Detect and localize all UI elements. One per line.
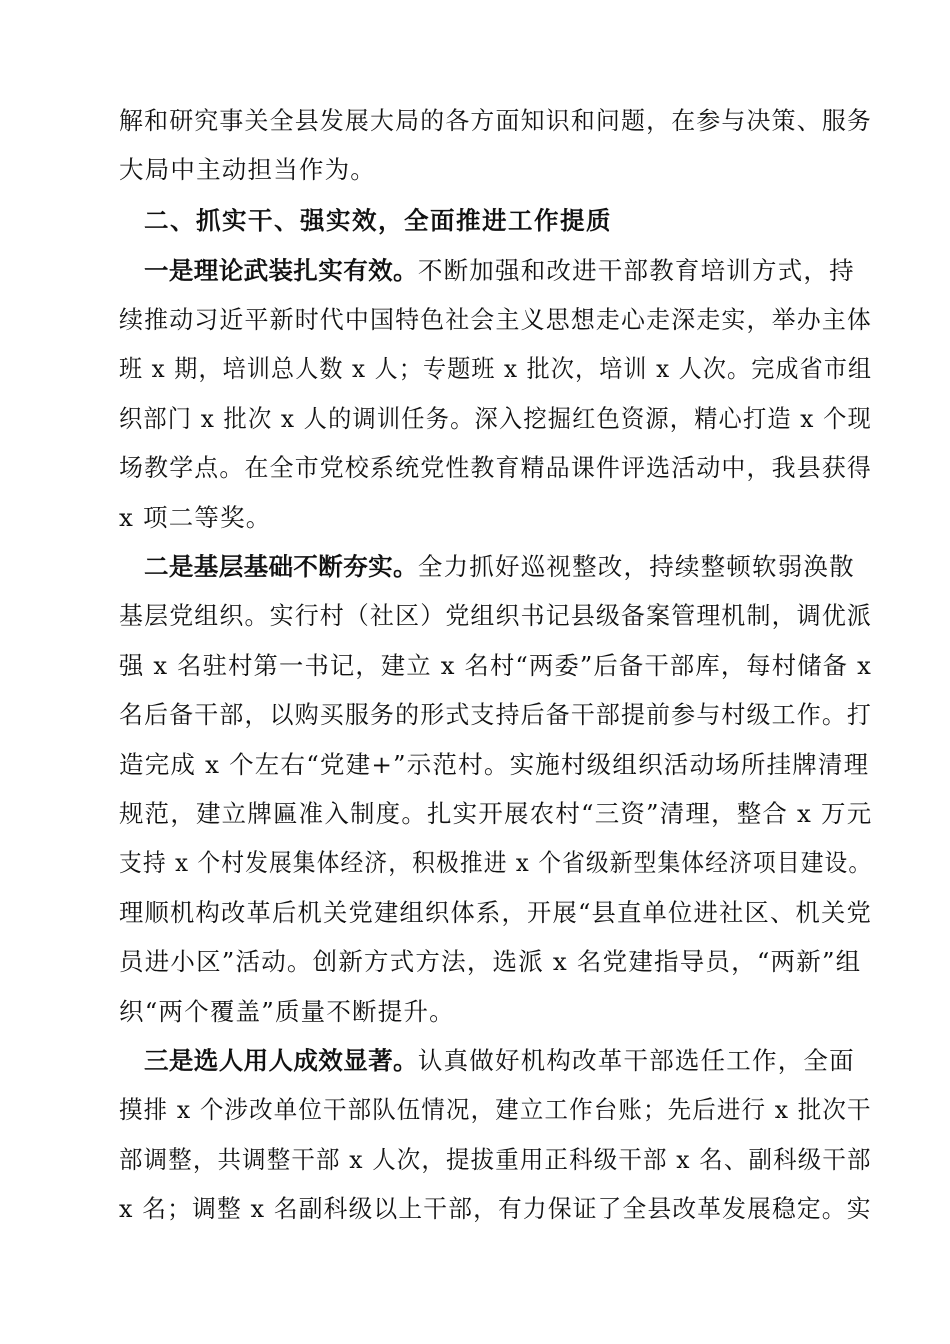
text-line: 部调整，共调整干部 x 人次，提拔重用正科级干部 x 名、副科级干部 xyxy=(119,1145,872,1174)
text-line: x 项二等奖。 xyxy=(119,503,272,532)
text-line: 支持 x 个村发展集体经济，积极推进 x 个省级新型集体经济项目建设。 xyxy=(119,848,873,877)
text-line: 解和研究事关全县发展大局的各方面知识和问题，在参与决策、服务 xyxy=(119,106,873,135)
text-line: 续推动习近平新时代中国特色社会主义思想走心走深走实，举办主体 xyxy=(119,305,873,334)
section-heading: 二、抓实干、强实效，全面推进工作提质 xyxy=(144,206,612,235)
paragraph-lead-title: 一是理论武装扎实有效。 xyxy=(144,256,418,285)
text-line: 织“两个覆盖”质量不断提升。 xyxy=(119,997,455,1026)
text-line: 织部门 x 批次 x 人的调训任务。深入挖掘红色资源，精心打造 x 个现 xyxy=(119,404,872,433)
paragraph-lead-title: 二是基层基础不断夯实。 xyxy=(144,552,418,581)
paragraph-lead-title: 三是选人用人成效显著。 xyxy=(144,1046,418,1075)
paragraph-line-lead xyxy=(144,1046,855,1076)
text-line: 理顺机构改革后机关党建组织体系，开展“县直单位进社区、机关党 xyxy=(119,898,873,927)
text-line: 大局中主动担当作为。 xyxy=(119,155,376,184)
text-line: 强 x 名驻村第一书记，建立 x 名村“两委”后备干部库，每村储备 x xyxy=(119,651,872,680)
text-line: 班 x 期，培训总人数 x 人；专题班 x 批次，培训 x 人次。完成省市组 xyxy=(119,354,873,383)
paragraph-lead-text: 认真做好机构改革干部选任工作，全面 xyxy=(417,1046,855,1075)
text-line: 造完成 x 个左右“党建+”示范村。实施村级组织活动场所挂牌清理 xyxy=(119,750,870,779)
paragraph-lead-text: 全力抓好巡视整改，持续整顿软弱涣散 xyxy=(417,552,855,581)
paragraph-lead-text: 不断加强和改进干部教育培训方式，持 xyxy=(417,256,855,285)
text-line: 场教学点。在全市党校系统党性教育精品课件评选活动中，我县获得 xyxy=(119,453,873,482)
text-line: 规范，建立牌匾准入制度。扎实开展农村“三资”清理，整合 x 万元 xyxy=(119,799,873,828)
text-line: 基层党组织。实行村（社区）党组织书记县级备案管理机制，调优派 xyxy=(119,601,873,630)
paragraph-line-lead xyxy=(144,256,855,286)
text-line: 员进小区”活动。创新方式方法，选派 x 名党建指导员，“两新”组 xyxy=(119,947,862,976)
text-line: x 名；调整 x 名副科级以上干部，有力保证了全县改革发展稳定。实 xyxy=(119,1194,872,1223)
text-line: 名后备干部，以购买服务的形式支持后备干部提前参与村级工作。打 xyxy=(119,700,873,729)
text-line: 摸排 x 个涉改单位干部队伍情况，建立工作台账；先后进行 x 批次干 xyxy=(119,1095,872,1124)
paragraph-line-lead xyxy=(144,552,855,582)
